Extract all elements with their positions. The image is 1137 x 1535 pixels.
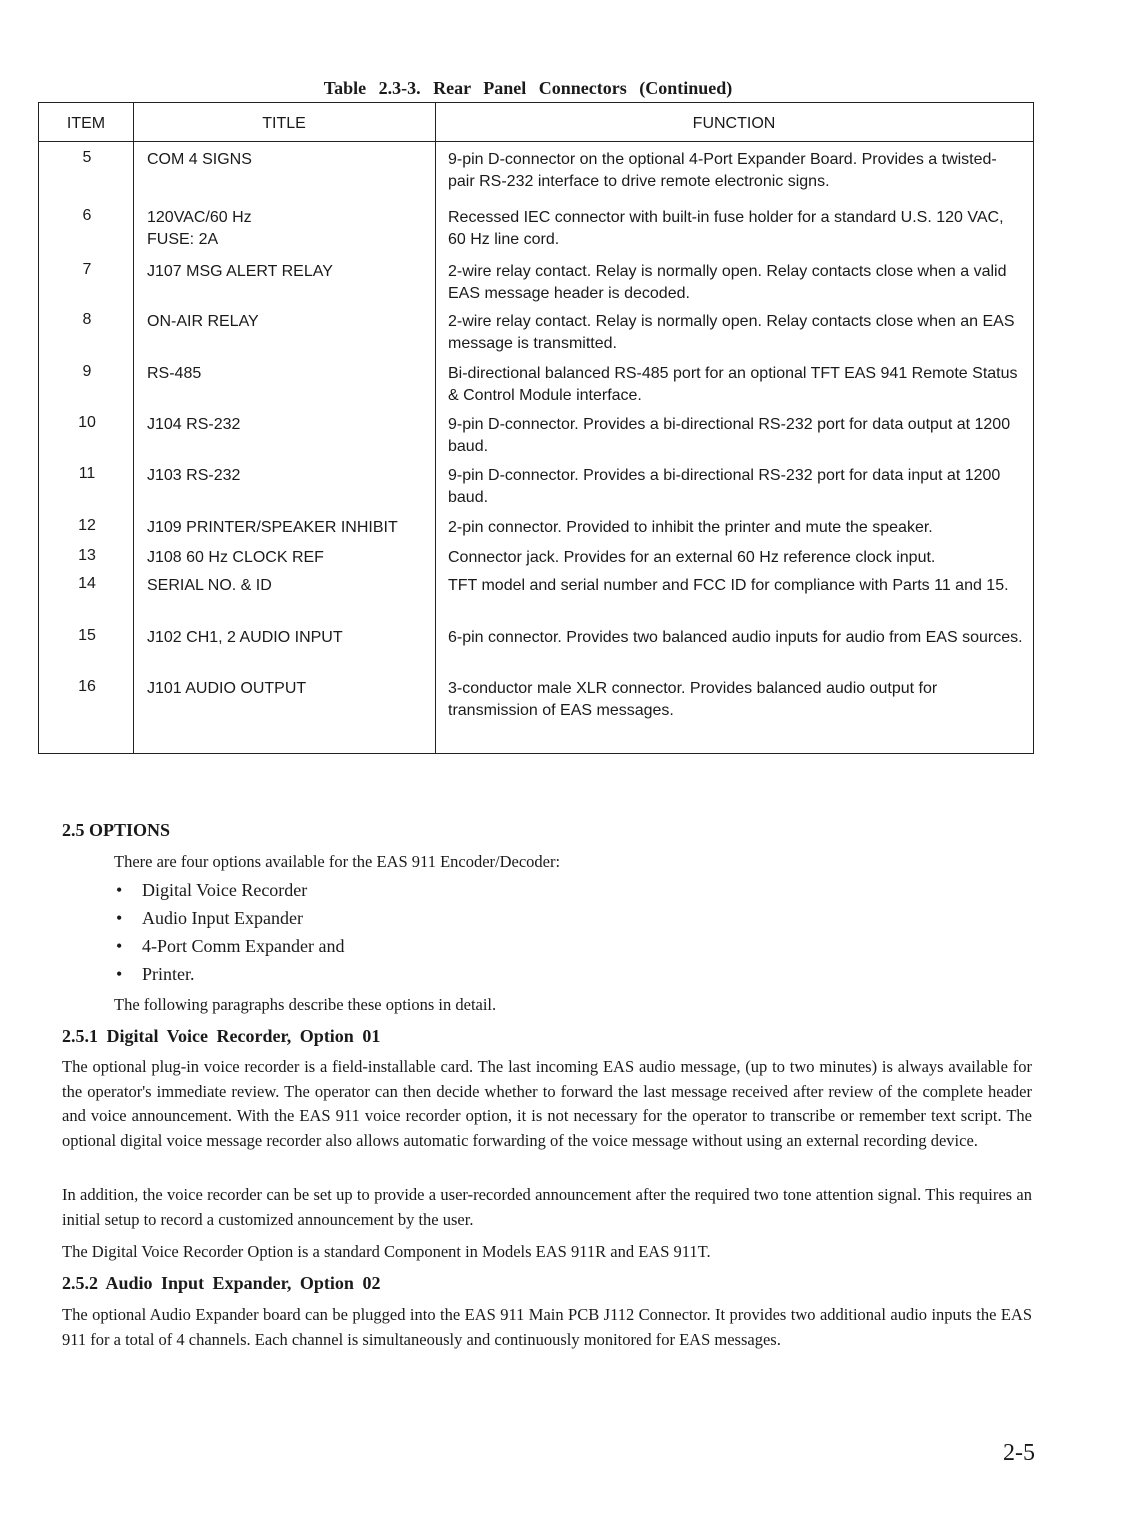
row-title: J108 60 Hz CLOCK REF (147, 549, 324, 566)
row-item: 10 (78, 414, 96, 431)
header-function: FUNCTION (692, 115, 776, 132)
options-intro: There are four options available for the EAS 911 Encoder/Decoder: (114, 852, 561, 871)
row-item: 8 (82, 311, 92, 328)
header-divider (39, 141, 1033, 142)
row-function: Recessed IEC connector with built-in fuse holder for a standard U.S. 120 VAC, 60 Hz line cord. (448, 209, 1004, 248)
list-item (114, 876, 344, 904)
row-item: 12 (78, 517, 96, 534)
list-item (114, 932, 344, 960)
row-title: ON-AIR RELAY (147, 313, 259, 330)
list-item-label: Digital Voice Recorder (142, 880, 308, 900)
row-title: SERIAL NO. & ID (147, 577, 272, 594)
row-title: COM 4 SIGNS (147, 151, 252, 168)
row-function: 9-pin D-connector. Provides a bi-directional RS-232 port for data input at 1200 baud. (448, 467, 1001, 506)
row-item: 7 (82, 261, 92, 278)
row-item: 6 (82, 207, 92, 224)
row-title: RS-485 (147, 365, 202, 382)
row-title: J107 MSG ALERT RELAY (147, 263, 333, 280)
section-2-5-2-paragraph-1: The optional Audio Expander board can be plugged into the EAS 911 Main PCB J112 Connector. It provides two additional audio inputs the EAS 911 for a total of 4 channels. Each channel is simultaneously and continuously monitored for EAS messages. (62, 1305, 1032, 1349)
options-outro: The following paragraphs describe these options in detail. (114, 995, 497, 1014)
list-item (114, 960, 344, 988)
row-function: 9-pin D-connector. Provides a bi-directional RS-232 port for data output at 1200 baud. (448, 416, 1011, 455)
options-list (114, 876, 344, 988)
section-2-5-2-heading: 2.5.2 Audio Input Expander, Option 02 (62, 1273, 381, 1293)
table-caption: Table 2.3-3. Rear Panel Connectors (Continued) (323, 78, 733, 98)
row-title: J109 PRINTER/SPEAKER INHIBIT (147, 519, 398, 536)
options-heading: 2.5 OPTIONS (62, 820, 171, 840)
row-title: J101 AUDIO OUTPUT (147, 680, 307, 697)
row-function: 6-pin connector. Provides two balanced audio inputs for audio from EAS sources. (448, 629, 1023, 646)
row-item: 13 (78, 547, 96, 564)
row-function: 2-wire relay contact. Relay is normally open. Relay contacts close when an EAS message is transmitted. (448, 313, 1015, 352)
page-number: 2-5 (1003, 1440, 1035, 1466)
bullet-icon: • (116, 964, 123, 984)
row-function: TFT model and serial number and FCC ID for compliance with Parts 11 and 15. (448, 577, 1009, 594)
row-function: 9-pin D-connector on the optional 4-Port Expander Board. Provides a twisted-pair RS-232 interface to drive remote electronic signs. (448, 151, 997, 190)
row-title: J104 RS-232 (147, 416, 241, 433)
bullet-icon: • (116, 880, 123, 900)
section-2-5-1-heading: 2.5.1 Digital Voice Recorder, Option 01 (62, 1026, 381, 1046)
row-function: Bi-directional balanced RS-485 port for an optional TFT EAS 941 Remote Status & Control Module interface. (448, 365, 1018, 404)
row-title: J102 CH1, 2 AUDIO INPUT (147, 629, 343, 646)
list-item (114, 904, 344, 932)
section-2-5-1-paragraph-1: The optional plug-in voice recorder is a field-installable card. The last incoming EAS audio message, (up to two minutes) is always available for the operator's immediate review. The operator can then decide whether to forward the last message received after review of the complete header and voice announcement. With the EAS 911 voice recorder option, it is not necessary for the operator to transcribe or remember text script. The optional digital voice message recorder also allows automatic forwarding of the voice message without using an external recording device. (62, 1057, 1032, 1150)
row-function: Connector jack. Provides for an external 60 Hz reference clock input. (448, 549, 936, 566)
row-function: 3-conductor male XLR connector. Provides balanced audio output for transmission of EAS messages. (448, 680, 938, 719)
connectors-table (38, 102, 1034, 754)
header-title: TITLE (262, 115, 306, 132)
row-function: 2-pin connector. Provided to inhibit the printer and mute the speaker. (448, 519, 933, 536)
header-item: ITEM (66, 115, 106, 132)
row-item: 14 (78, 575, 96, 592)
list-item-label: 4-Port Comm Expander and (142, 936, 345, 956)
list-item-label: Printer. (142, 964, 195, 984)
bullet-icon: • (116, 936, 123, 956)
row-item: 11 (78, 465, 96, 482)
row-item: 15 (78, 627, 96, 644)
row-title: J103 RS-232 (147, 467, 241, 484)
row-title: 120VAC/60 Hz FUSE: 2A (147, 209, 252, 248)
row-item: 16 (78, 678, 96, 695)
row-item: 5 (82, 149, 92, 166)
row-item: 9 (82, 363, 92, 380)
section-2-5-1-paragraph-2: In addition, the voice recorder can be set up to provide a user-recorded announcement after the required two tone attention signal. This requires an initial setup to record a customized announcement by the user. (62, 1185, 1032, 1229)
row-function: 2-wire relay contact. Relay is normally open. Relay contacts close when a valid EAS message header is decoded. (448, 263, 1007, 302)
list-item-label: Audio Input Expander (142, 908, 303, 928)
section-2-5-1-paragraph-3: The Digital Voice Recorder Option is a standard Component in Models EAS 911R and EAS 911T. (62, 1242, 711, 1261)
bullet-icon: • (116, 908, 123, 928)
